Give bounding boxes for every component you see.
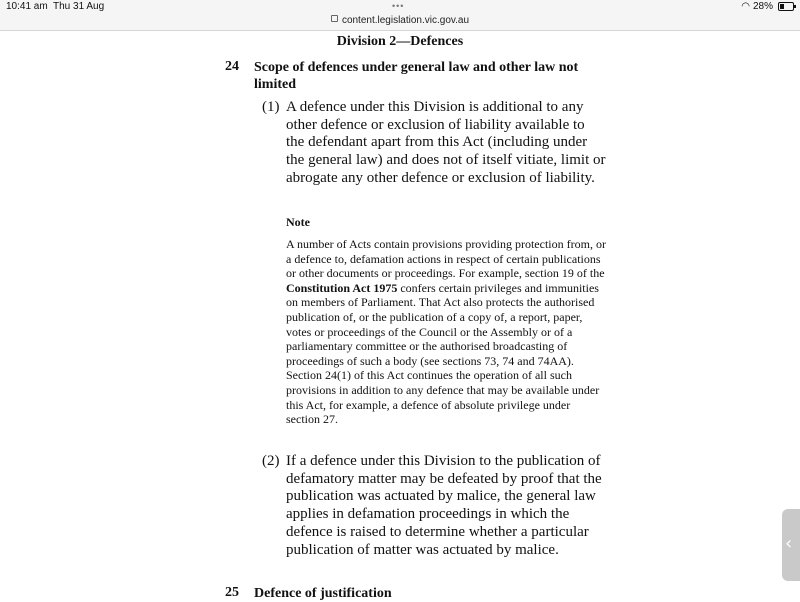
battery-percent: 28%	[752, 1, 773, 12]
more-dots-icon[interactable]: •••	[392, 1, 405, 11]
note-text-part1: A number of Acts contain provisions providing protection from, or a defence to, defamation actions in respect of certain publications or other documents or proceedings. For example, section 19 of the	[286, 237, 606, 281]
status-time: 10:41 am	[6, 1, 48, 12]
status-bar	[0, 0, 800, 14]
section-24-number: 24	[225, 59, 239, 74]
side-scroll-tab[interactable]	[782, 509, 800, 581]
division-heading: Division 2—Defences	[336, 34, 464, 49]
subsection-1-number: (1)	[262, 99, 280, 115]
status-right	[741, 1, 794, 12]
battery-icon	[778, 2, 794, 11]
subsection-2-number: (2)	[262, 453, 280, 469]
subsection-1-text: A defence under this Division is additional to any other defence or exclusion of liability available to the defendant apart from this Act (including under the general law) and does not of itself vitiate, limit or abrogate any other defence or exclusion of liability.	[286, 99, 606, 186]
note-label: Note	[286, 215, 310, 229]
note-text	[286, 237, 606, 427]
document-body	[0, 31, 800, 600]
section-25-title: Defence of justification	[254, 586, 392, 601]
wifi-icon: ◠	[741, 1, 750, 12]
section-24-title: Scope of defences under general law and other law not limited	[254, 60, 579, 92]
chevron-left-icon: ‹	[785, 533, 793, 554]
section-25-number: 25	[225, 585, 239, 600]
url-text: content.legislation.vic.gov.au	[341, 15, 470, 26]
note-text-part2: confers certain privileges and immunities on members of Parliament. That Act also protects the authorised publication of, or the publication of a copy of, a report, paper, votes or proceedings of the Council or the Assembly or of a parliamentary committee or the authorised broadcasting of proceedings of such a body (see sections 73, 74 and 74AA). Section 24(1) of this Act continues the operation of all such provisions in addition to any defence that may be available under this Act, for example, a defence of absolute privilege under section 27.	[286, 280, 600, 427]
note-act-name[interactable]: Constitution Act 1975	[286, 280, 398, 295]
status-date: Thu 31 Aug	[53, 1, 105, 12]
subsection-2-text: If a defence under this Division to the publication of defamatory matter may be defeated by proof that the publication was actuated by malice, the general law applies in defamation proceedings in which the defence is raised to determine whether a particular publication of matter was actuated by malice.	[286, 453, 602, 558]
url-bar[interactable]	[0, 15, 800, 26]
lock-icon	[331, 15, 338, 22]
